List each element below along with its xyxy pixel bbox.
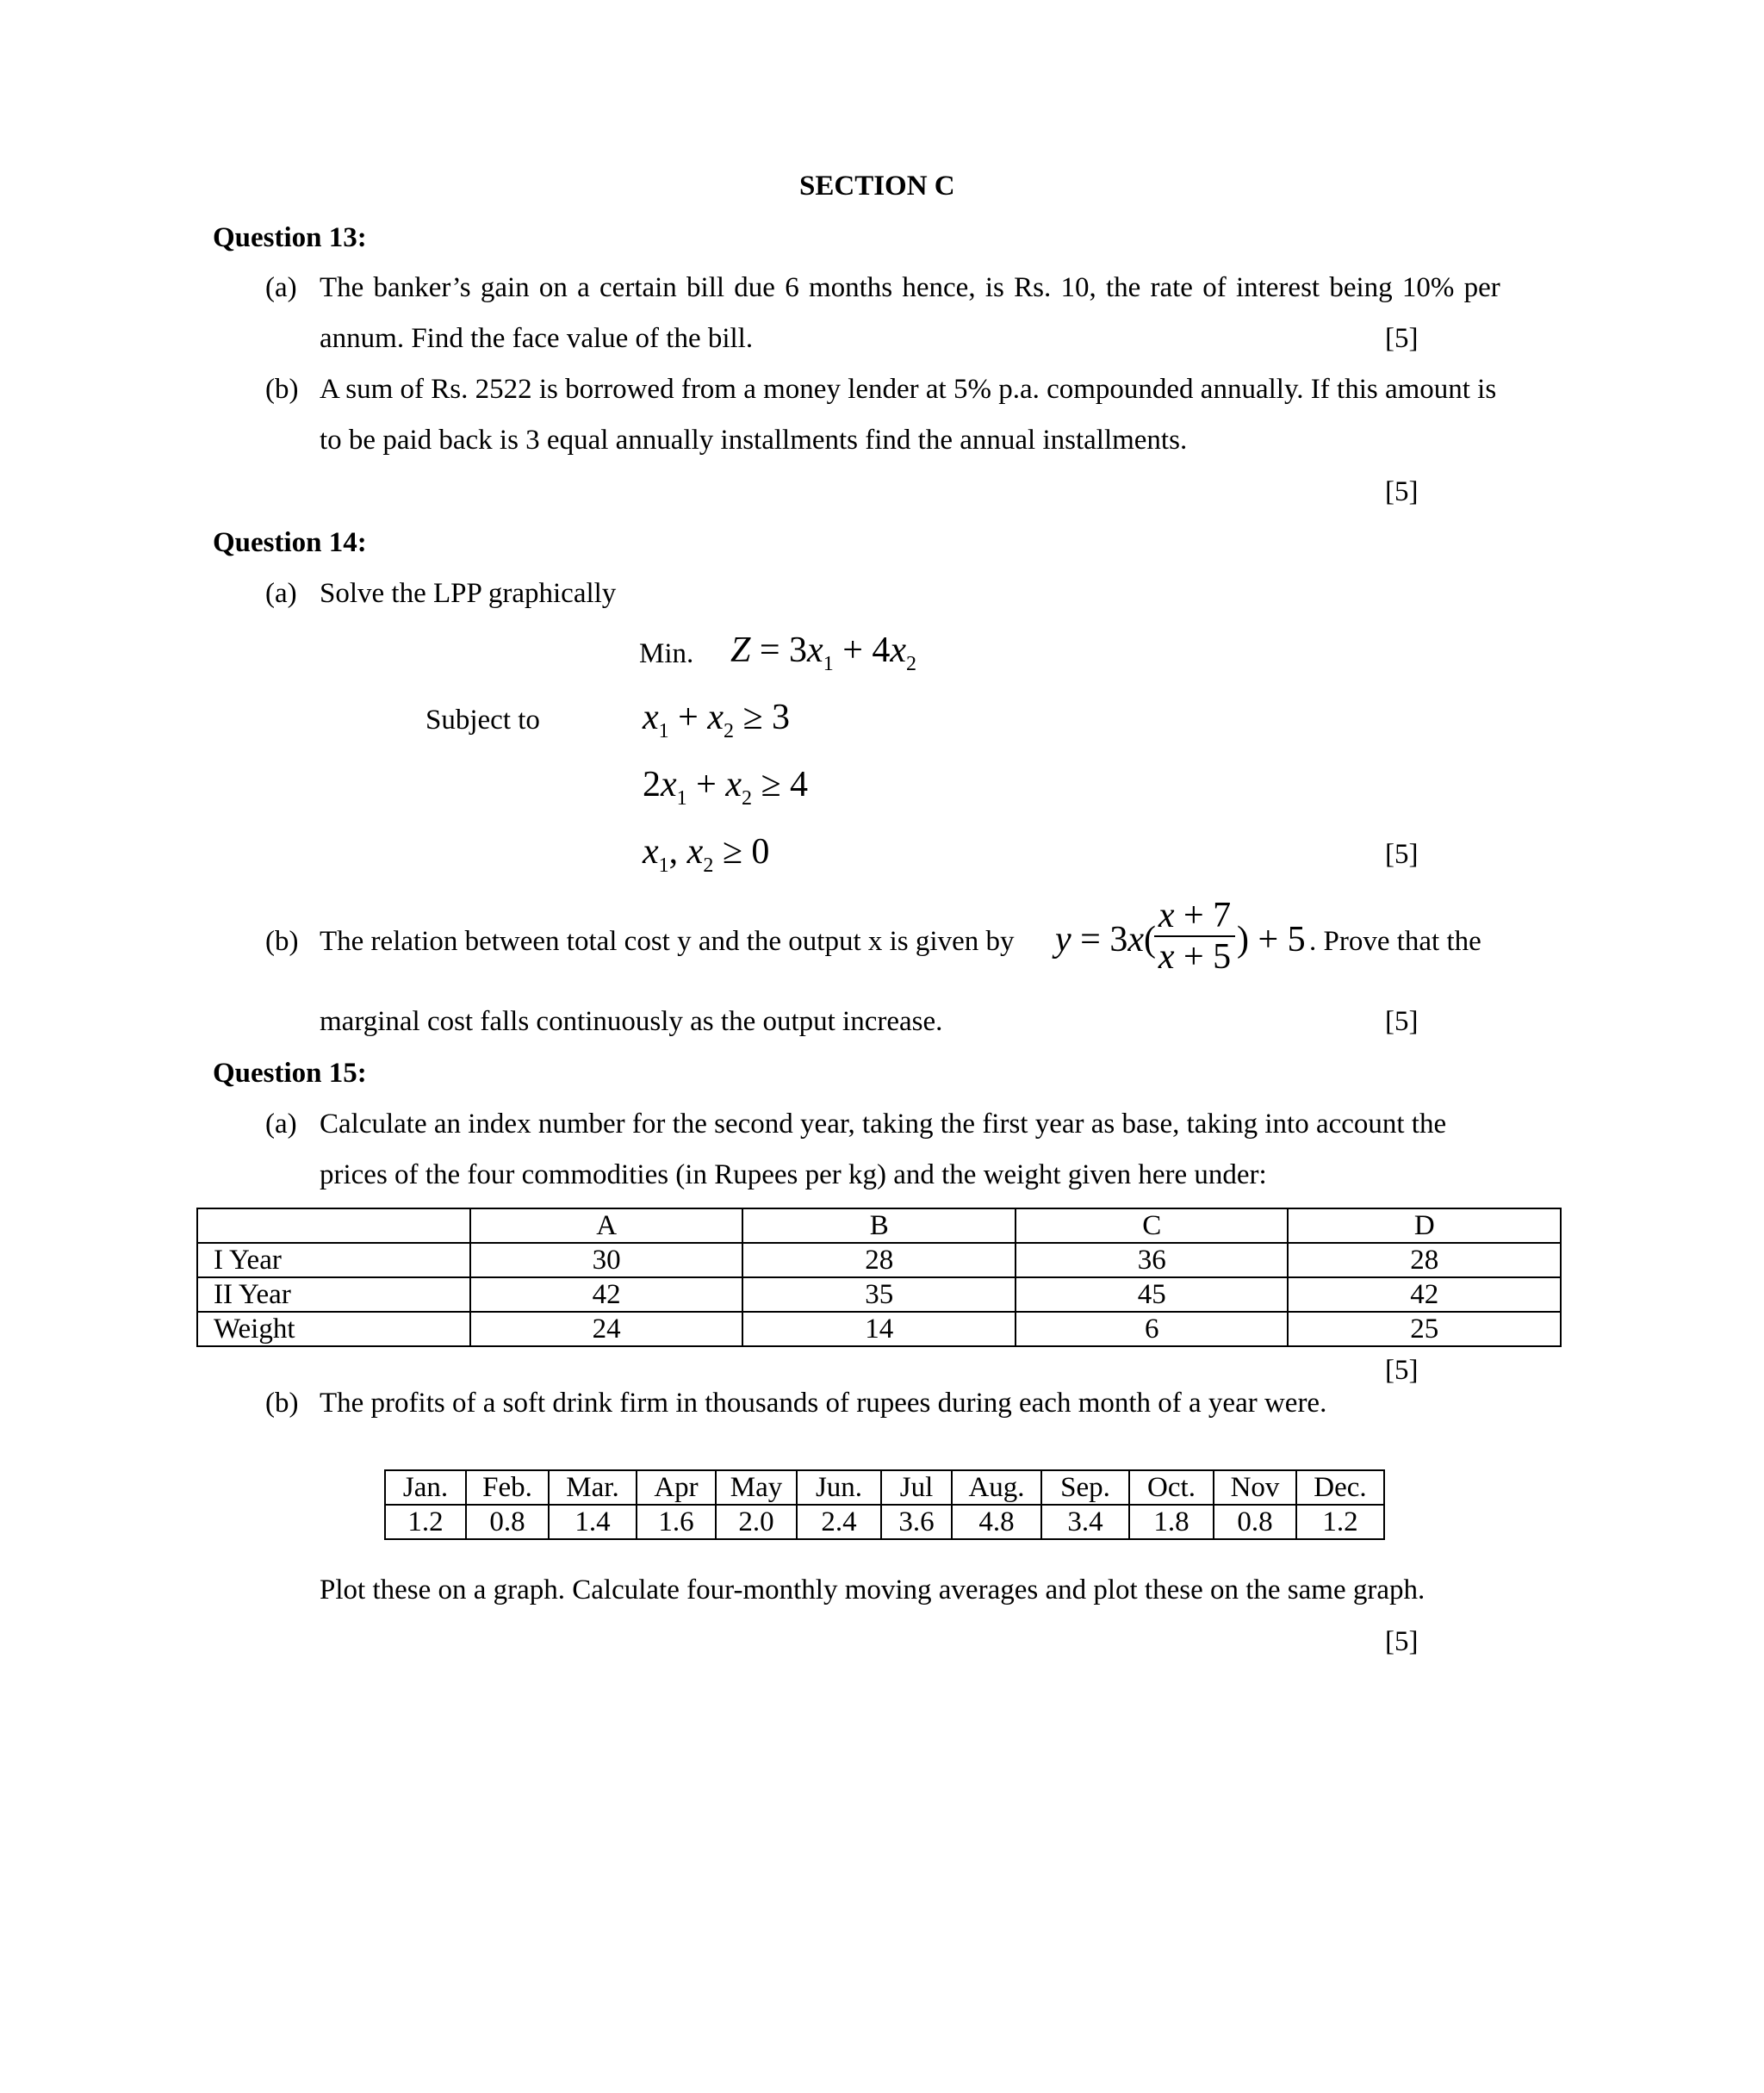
profits-row [385,1505,1384,1539]
month-cell: Feb. [466,1470,549,1505]
month-cell: Aug. [952,1470,1041,1505]
table-cell: 24 [470,1312,743,1346]
month-cell: Mar. [549,1470,637,1505]
profit-cell: 0.8 [1214,1505,1296,1539]
q14-b-line2: marginal cost falls continuously as the output increase. [320,1006,943,1037]
table-row [197,1277,1561,1312]
q15-b-line1: The profits of a soft drink firm in thousands of rupees during each month of a year were. [320,1388,1327,1419]
profit-cell: 1.2 [385,1505,466,1539]
month-cell: May [716,1470,797,1505]
q13-b-marks: [5] [1385,476,1419,507]
table-row [197,1243,1561,1277]
cost-formula-rhs: ) + 5 [1237,920,1306,960]
table-cell: 42 [470,1277,743,1312]
subject-to-label: Subject to [425,705,540,736]
q13-b-line2: to be paid back is 3 equal annually installments find the annual installments. [320,425,1188,456]
table-header-cell: B [742,1208,1016,1243]
constraint-3: $x_1$, $x_2 \ge 0$ [643,832,770,877]
q14-b-text-after: . Prove that the [1309,926,1481,957]
q15-b-marks: [5] [1385,1626,1419,1657]
constraint-1: $x_1 + x_2 \ge 3$ [643,698,791,742]
table-cell: 14 [742,1312,1016,1346]
table-cell: 36 [1016,1243,1289,1277]
table-cell: 25 [1288,1312,1561,1346]
q15-b-label: (b) [265,1388,299,1419]
cost-formula-lhs: y = 3x( [1055,920,1156,960]
q15-a-marks: [5] [1385,1355,1419,1386]
q14-a-marks: [5] [1385,839,1419,870]
month-cell: Jul [881,1470,952,1505]
table-header-cell: C [1016,1208,1289,1243]
q15-a-line2: prices of the four commodities (in Rupees per kg) and the weight given here under: [320,1159,1267,1190]
table-header-cell: A [470,1208,743,1243]
table-cell: 6 [1016,1312,1289,1346]
q14-b-marks: [5] [1385,1006,1419,1037]
q15-a-label: (a) [265,1109,297,1140]
table-header-row [197,1208,1561,1243]
fraction-denominator: x + 5 [1158,937,1232,977]
profit-cell: 3.4 [1041,1505,1129,1539]
table-cell: 28 [1288,1243,1561,1277]
q13-a-label: (a) [265,272,297,303]
month-cell: Jan. [385,1470,466,1505]
q13-a-marks: [5] [1385,323,1419,354]
index-number-table [196,1208,1562,1347]
table-header-cell: D [1288,1208,1561,1243]
profit-cell: 1.2 [1296,1505,1384,1539]
profit-cell: 1.8 [1129,1505,1214,1539]
table-cell: 45 [1016,1277,1289,1312]
table-row-label: Weight [197,1312,470,1346]
month-cell: Oct. [1129,1470,1214,1505]
question-14-title: Question 14: [213,527,367,558]
profit-cell: 1.6 [637,1505,716,1539]
objective-function: $Z = 3x_1 + 4x_2$ [730,630,917,675]
question-13-title: Question 13: [213,222,367,253]
cost-formula-fraction [1154,897,1235,975]
min-label: Min. [639,638,694,669]
constraint-2: $2x_1 + x_2 \ge 4$ [643,765,809,810]
q13-a-line2: annum. Find the face value of the bill. [320,323,754,354]
monthly-profit-table [384,1469,1385,1540]
month-cell: Sep. [1041,1470,1129,1505]
q13-b-line1: A sum of Rs. 2522 is borrowed from a money lender at 5% p.a. compounded annually. If this amount is [320,374,1497,405]
table-cell: 42 [1288,1277,1561,1312]
month-cell: Dec. [1296,1470,1384,1505]
q13-b-label: (b) [265,374,299,405]
profit-cell: 3.6 [881,1505,952,1539]
table-header-cell [197,1208,470,1243]
table-row-label: I Year [197,1243,470,1277]
profit-cell: 1.4 [549,1505,637,1539]
q13-a-line1: The banker’s gain on a certain bill due 6 months hence, is Rs. 10, the rate of interest being 10% per [320,272,1500,303]
table-row [197,1312,1561,1346]
month-cell: Apr [637,1470,716,1505]
q15-b-line2: Plot these on a graph. Calculate four-monthly moving averages and plot these on the same graph. [320,1574,1425,1605]
q14-a-label: (a) [265,578,297,609]
months-row [385,1470,1384,1505]
profit-cell: 2.0 [716,1505,797,1539]
q14-b-text-before: The relation between total cost y and the output x is given by [320,926,1015,957]
month-cell: Nov [1214,1470,1296,1505]
q14-b-label: (b) [265,926,299,957]
table-cell: 35 [742,1277,1016,1312]
table-cell: 28 [742,1243,1016,1277]
profit-cell: 2.4 [797,1505,881,1539]
profit-cell: 4.8 [952,1505,1041,1539]
q15-a-line1: Calculate an index number for the second year, taking the first year as base, taking into account the [320,1109,1447,1140]
question-15-title: Question 15: [213,1058,367,1089]
profit-cell: 0.8 [466,1505,549,1539]
fraction-numerator: x + 7 [1154,897,1235,937]
month-cell: Jun. [797,1470,881,1505]
q14-a-text: Solve the LPP graphically [320,578,617,609]
table-cell: 30 [470,1243,743,1277]
section-title: SECTION C [799,171,955,202]
table-row-label: II Year [197,1277,470,1312]
